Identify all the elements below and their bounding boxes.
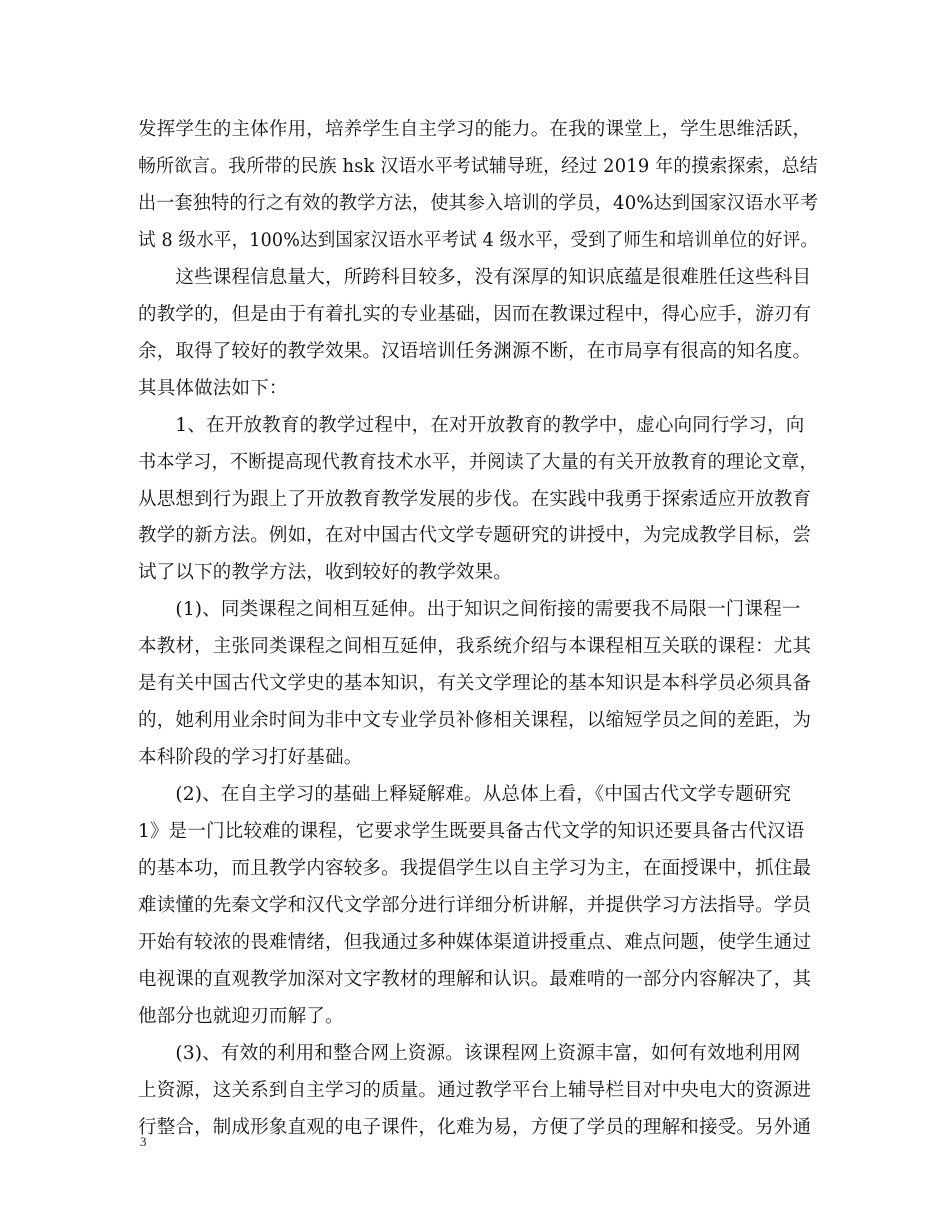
text-line: 是有关中国古代文学史的基本知识，有关文学理论的基本知识是本科学员必须具备: [138, 673, 812, 694]
text-line: 其具体做法如下：: [138, 378, 288, 399]
text-line: 书本学习，不断提高现代教育技术水平，并阅读了大量的有关开放教育的理论文章，: [138, 452, 818, 473]
text-line: 余，取得了较好的教学效果。汉语培训任务渊源不断，在市局享有很高的知名度。: [138, 341, 812, 362]
text-line: 他部分也就迎刃而解了。: [138, 1006, 344, 1027]
text-line: 1》是一门比较难的课程，它要求学生既要具备古代文学的知识还要具备古代汉语: [138, 821, 805, 842]
text-line: 的基本功，而且教学内容较多。我提倡学生以自主学习为主，在面授课中，抓住最: [138, 858, 812, 879]
text-line: 行整合，制成形象直观的电子课件，化难为易，方便了学员的理解和接受。另外通: [138, 1117, 812, 1138]
text-line: 1、在开放教育的教学过程中，在对开放教育的教学中，虚心向同行学习，向: [138, 415, 805, 436]
text-line: 的，她利用业余时间为非中文专业学员补修相关课程，以缩短学员之间的差距，为: [138, 710, 812, 731]
text-line: 电视课的直观教学加深对文字教材的理解和认识。最难啃的一部分内容解决了，其: [138, 969, 812, 990]
text-line: (3)、有效的利用和整合网上资源。该课程网上资源丰富，如何有效地利用网: [138, 1043, 801, 1064]
text-line: 出一套独特的行之有效的教学方法，使其参入培训的学员，40%达到国家汉语水平考: [138, 193, 819, 214]
text-line: 发挥学生的主体作用，培养学生自主学习的能力。在我的课堂上，学生思维活跃，: [138, 119, 812, 140]
text-line: 从思想到行为跟上了开放教育教学发展的步伐。在实践中我勇于探索适应开放教育: [138, 489, 812, 510]
text-line: 教学的新方法。例如，在对中国古代文学专题研究的讲授中，为完成教学目标，尝: [138, 525, 812, 546]
text-line: (1)、同类课程之间相互延伸。出于知识之间衔接的需要我不局限一门课程一: [138, 599, 801, 620]
text-line: 本科阶段的学习打好基础。: [138, 747, 363, 768]
text-line: 上资源，这关系到自主学习的质量。通过教学平台上辅导栏目对中央电大的资源进: [138, 1080, 812, 1101]
text-line: (2)、在自主学习的基础上释疑解难。从总体上看，《中国古代文学专题研究: [138, 784, 792, 805]
text-line: 畅所欲言。我所带的民族 hsk 汉语水平考试辅导班，经过 2019 年的摸索探索，总结: [138, 156, 818, 177]
text-line: 开始有较浓的畏难情绪，但我通过多种媒体渠道讲授重点、难点问题，使学生通过: [138, 932, 812, 953]
text-line: 的教学的，但是由于有着扎实的专业基础，因而在教课过程中，得心应手，游刃有: [138, 304, 812, 325]
page-number: 3: [140, 1134, 147, 1149]
text-line: 试 8 级水平，100%达到国家汉语水平考试 4 级水平，受到了师生和培训单位的好评。: [138, 230, 819, 251]
text-line: 试了以下的教学方法，收到较好的教学效果。: [138, 562, 513, 583]
text-line: 难读懂的先秦文学和汉代文学部分进行详细分析讲解，并提供学习方法指导。学员: [138, 895, 812, 916]
text-line: 这些课程信息量大，所跨科目较多，没有深厚的知识底蕴是很难胜任这些科目: [138, 267, 812, 288]
text-line: 本教材，主张同类课程之间相互延伸，我系统介绍与本课程相互关联的课程：尤其: [138, 636, 812, 657]
